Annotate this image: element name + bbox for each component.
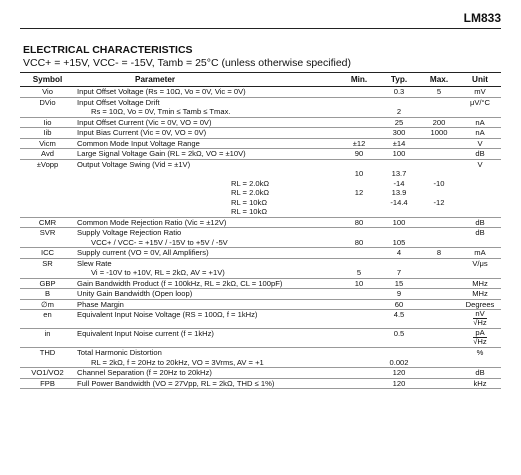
spacer — [341, 160, 377, 170]
parameter-text: Slew Rate — [77, 258, 112, 268]
parameter-text: Phase Margin — [77, 299, 124, 309]
max-cell — [419, 138, 459, 149]
min-value: 12 — [354, 188, 364, 197]
max-value — [421, 169, 457, 179]
typ-cell: 120 — [379, 378, 419, 389]
part-number: LM833 — [463, 11, 501, 25]
min-cell — [339, 258, 379, 278]
spacer — [421, 348, 457, 358]
parameter-cell — [75, 329, 339, 348]
symbol-cell: ∅m — [20, 299, 75, 310]
max-cell — [419, 329, 459, 348]
unit-cell: dB — [459, 228, 501, 248]
table-row — [20, 117, 501, 128]
load-condition: RL = 10kΩ — [231, 207, 267, 216]
max-cell — [419, 299, 459, 310]
parameter-text: Gain Bandwidth Product (f = 100kHz, RL = 2kΩ, CL = 100pF) — [77, 278, 283, 288]
min-cell — [339, 299, 379, 310]
max-value: -12 — [433, 197, 445, 207]
parameter-cell — [75, 348, 339, 368]
parameter-cell — [75, 310, 339, 329]
parameter-cell — [75, 299, 339, 310]
typ-cell — [379, 258, 419, 278]
typ-cell — [379, 159, 419, 217]
symbol-cell: SR — [20, 258, 75, 278]
unit-denominator: √Hz — [473, 318, 487, 327]
min-cell — [339, 117, 379, 128]
min-value: 5 — [356, 268, 362, 277]
max-cell: 5 — [419, 87, 459, 98]
unit-cell: mV — [459, 87, 501, 98]
max-cell: 200 — [419, 117, 459, 128]
symbol-cell: CMR — [20, 217, 75, 228]
parameter-cell — [75, 368, 339, 379]
max-cell — [419, 378, 459, 389]
table-body — [20, 87, 501, 389]
typ-value: 2 — [396, 107, 402, 116]
spacer — [341, 228, 377, 238]
unit-cell: % — [459, 348, 501, 368]
max-value — [421, 188, 457, 198]
symbol-cell: en — [20, 310, 75, 329]
header-min: Min. — [339, 73, 379, 87]
symbol-cell: Avd — [20, 149, 75, 160]
section-title: ELECTRICAL CHARACTERISTICS — [23, 44, 193, 56]
symbol-cell: DVio — [20, 97, 75, 117]
typ-cell: 0.3 — [379, 87, 419, 98]
parameter-cell — [75, 117, 339, 128]
unit-cell: V/μs — [459, 258, 501, 278]
max-cell — [419, 97, 459, 117]
min-cell — [339, 128, 379, 139]
max-cell — [419, 258, 459, 278]
parameter-text: Input Offset Voltage (Rs = 10Ω, Vo = 0V, Vic = 0V) — [77, 87, 246, 96]
min-value: 80 — [354, 237, 364, 247]
typ-cell: 120 — [379, 368, 419, 379]
typ-cell: 0.5 — [379, 329, 419, 348]
max-cell — [419, 289, 459, 300]
header-symbol: Symbol — [20, 73, 75, 87]
symbol-cell: Vio — [20, 87, 75, 98]
unit-cell: dB — [459, 149, 501, 160]
unit-cell: V — [459, 138, 501, 149]
typ-value: -14.4 — [390, 197, 408, 207]
parameter-text: Equivalent Input Noise Voltage (RS = 100Ω, f = 1kHz) — [77, 310, 258, 319]
parameter-text: Unity Gain Bandwidth (Open loop) — [77, 289, 193, 298]
parameter-text: Input Offset Voltage Drift — [77, 97, 160, 107]
spacer — [341, 98, 377, 108]
max-value: -10 — [433, 178, 445, 188]
table-row — [20, 368, 501, 379]
header-unit: Unit — [459, 73, 501, 87]
parameter-cell — [75, 138, 339, 149]
max-cell — [419, 228, 459, 248]
min-cell — [339, 348, 379, 368]
symbol-cell: SVR — [20, 228, 75, 248]
symbol-cell: ±Vopp — [20, 159, 75, 217]
unit-fraction — [473, 310, 486, 327]
min-cell — [339, 289, 379, 300]
parameter-text: Large Signal Voltage Gain (RL = 2kΩ, VO = ±10V) — [77, 149, 246, 158]
max-cell — [419, 368, 459, 379]
unit-cell: kHz — [459, 378, 501, 389]
parameter-text: Total Harmonic Distortion — [77, 348, 162, 357]
max-cell — [419, 278, 459, 289]
min-cell: 90 — [339, 149, 379, 160]
unit-denominator: √Hz — [473, 337, 487, 346]
min-value — [341, 198, 377, 208]
min-cell — [339, 97, 379, 117]
spacer — [341, 348, 377, 358]
unit-fraction — [473, 329, 486, 346]
parameter-text: Input Bias Current (Vic = 0V, VO = 0V) — [77, 128, 207, 137]
min-cell — [339, 228, 379, 248]
parameter-cell — [75, 128, 339, 139]
spacer — [381, 228, 417, 238]
unit-cell: nA — [459, 128, 501, 139]
typ-cell: 9 — [379, 289, 419, 300]
typ-cell: 25 — [379, 117, 419, 128]
unit-cell: nA — [459, 117, 501, 128]
typ-cell: 100 — [379, 217, 419, 228]
min-cell — [339, 159, 379, 217]
table-row — [20, 310, 501, 329]
symbol-cell: THD — [20, 348, 75, 368]
spacer — [381, 98, 417, 108]
table-row — [20, 217, 501, 228]
header-max: Max. — [419, 73, 459, 87]
parameter-cell — [75, 159, 339, 217]
symbol-cell: FPB — [20, 378, 75, 389]
min-cell — [339, 378, 379, 389]
unit-cell: MHz — [459, 278, 501, 289]
symbol-cell: B — [20, 289, 75, 300]
min-cell: 10 — [339, 278, 379, 289]
typ-value: 7 — [396, 268, 402, 277]
parameter-cell — [75, 248, 339, 259]
test-conditions: VCC+ = +15V, VCC- = -15V, Tamb = 25°C (unless otherwise specified) — [23, 57, 352, 69]
min-cell — [339, 87, 379, 98]
symbol-cell: Vicm — [20, 138, 75, 149]
table-row — [20, 258, 501, 278]
unit-cell: mA — [459, 248, 501, 259]
parameter-cell — [75, 289, 339, 300]
max-cell: 8 — [419, 248, 459, 259]
typ-cell: 4.5 — [379, 310, 419, 329]
parameter-condition: RL = 2kΩ, f = 20Hz to 20kHz, VO = 3Vrms, AV = +1 — [91, 357, 264, 367]
max-cell — [419, 159, 459, 217]
parameter-cell — [75, 258, 339, 278]
typ-cell: 4 — [379, 248, 419, 259]
spacer — [421, 98, 457, 108]
max-cell: 1000 — [419, 128, 459, 139]
spacer — [421, 160, 457, 170]
table-row — [20, 128, 501, 139]
max-cell — [419, 217, 459, 228]
load-condition: RL = 2.0kΩ — [231, 188, 270, 197]
table-header-row — [20, 73, 501, 87]
parameter-cell — [75, 97, 339, 117]
parameter-cell — [75, 378, 339, 389]
unit-cell: dB — [459, 368, 501, 379]
typ-cell: 15 — [379, 278, 419, 289]
table-row — [20, 378, 501, 389]
table-row — [20, 228, 501, 248]
parameter-text: Supply current (VO = 0V, All Amplifiers) — [77, 248, 209, 257]
unit-numerator: nV — [473, 310, 486, 319]
table-row — [20, 97, 501, 117]
typ-value: 0.002 — [389, 357, 409, 367]
table-row — [20, 149, 501, 160]
parameter-text: Common Mode Rejection Ratio (Vic = ±12V) — [77, 217, 227, 227]
table-row — [20, 278, 501, 289]
parameter-text: Input Offset Current (Vic = 0V, VO = 0V) — [77, 117, 212, 127]
symbol-cell: Iio — [20, 117, 75, 128]
parameter-cell — [75, 278, 339, 289]
parameter-text: Supply Voltage Rejection Ratio — [77, 228, 182, 237]
typ-value: 13.9 — [391, 188, 407, 197]
unit-cell — [459, 310, 501, 329]
header-typ: Typ. — [379, 73, 419, 87]
typ-cell: 100 — [379, 149, 419, 160]
spacer — [421, 259, 457, 269]
table-row — [20, 138, 501, 149]
header-parameter: Parameter — [75, 73, 339, 87]
symbol-cell: VO1/VO2 — [20, 368, 75, 379]
parameter-cell — [75, 87, 339, 98]
spacer — [421, 228, 457, 238]
min-cell — [339, 329, 379, 348]
typ-cell — [379, 97, 419, 117]
typ-value: 105 — [392, 237, 406, 247]
min-cell — [339, 248, 379, 259]
parameter-text: Channel Separation (f = 20Hz to 20kHz) — [77, 368, 212, 377]
table-row — [20, 289, 501, 300]
parameter-text: Full Power Bandwidth (VO = 27Vpp, RL = 2kΩ, THD ≤ 1%) — [77, 378, 275, 388]
spacer — [381, 348, 417, 358]
unit-cell — [459, 329, 501, 348]
spacer — [341, 259, 377, 269]
typ-cell: 300 — [379, 128, 419, 139]
parameter-condition: Vi = -10V to +10V, RL = 2kΩ, AV = +1V) — [91, 268, 225, 277]
unit-cell: dB — [459, 217, 501, 228]
symbol-cell: ICC — [20, 248, 75, 259]
electrical-characteristics-table — [20, 72, 501, 389]
min-cell: ±12 — [339, 138, 379, 149]
header-rule — [20, 28, 501, 29]
min-value — [341, 179, 377, 189]
unit-cell: μV/°C — [459, 97, 501, 117]
max-cell — [419, 149, 459, 160]
parameter-condition: VCC+ / VCC- = +15V / -15V to +5V / -5V — [91, 237, 228, 247]
table-row — [20, 329, 501, 348]
unit-numerator: pA — [473, 329, 486, 338]
symbol-cell: GBP — [20, 278, 75, 289]
unit-cell: MHz — [459, 289, 501, 300]
spacer — [381, 160, 417, 170]
max-cell — [419, 348, 459, 368]
symbol-cell: in — [20, 329, 75, 348]
load-condition: RL = 2.0kΩ — [231, 178, 270, 188]
spacer — [381, 259, 417, 269]
min-value: 10 — [354, 169, 364, 178]
unit-cell: Degrees — [459, 299, 501, 310]
typ-value: 13.7 — [391, 169, 407, 178]
unit-cell: V — [459, 159, 501, 217]
typ-cell — [379, 348, 419, 368]
min-cell — [339, 368, 379, 379]
parameter-text: Output Voltage Swing (Vid = ±1V) — [77, 159, 191, 169]
table-row — [20, 299, 501, 310]
parameter-cell — [75, 217, 339, 228]
max-cell — [419, 310, 459, 329]
load-condition: RL = 10kΩ — [231, 197, 267, 207]
typ-value: -14 — [393, 178, 405, 188]
parameter-text: Equivalent Input Noise current (f = 1kHz) — [77, 329, 214, 338]
typ-cell: 60 — [379, 299, 419, 310]
parameter-text: Common Mode Input Voltage Range — [77, 138, 200, 148]
table-row — [20, 159, 501, 217]
typ-cell — [379, 228, 419, 248]
min-cell — [339, 310, 379, 329]
table-row — [20, 87, 501, 98]
spacer — [77, 169, 337, 179]
parameter-cell — [75, 149, 339, 160]
typ-cell: ±14 — [379, 138, 419, 149]
parameter-condition: Rs = 10Ω, Vo = 0V, Tmin ≤ Tamb ≤ Tmax. — [91, 107, 231, 116]
min-cell: 80 — [339, 217, 379, 228]
table-row — [20, 248, 501, 259]
table-row — [20, 348, 501, 368]
symbol-cell: Iib — [20, 128, 75, 139]
parameter-cell — [75, 228, 339, 248]
